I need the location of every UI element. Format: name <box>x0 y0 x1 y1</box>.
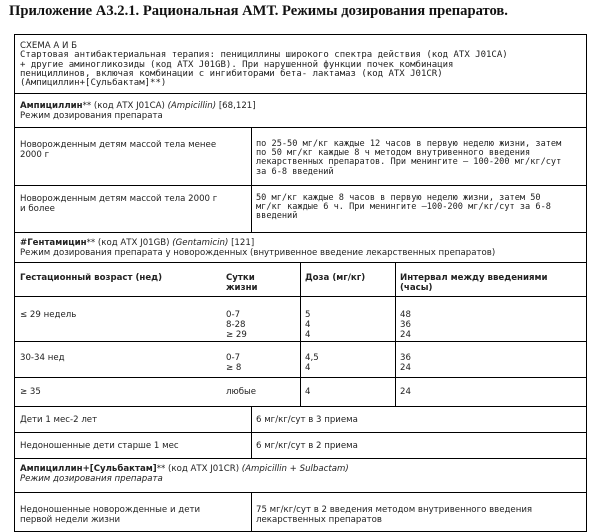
gestational-age-cell: ≤ 29 недель <box>20 310 77 320</box>
drug-refs: [68,121] <box>216 101 256 111</box>
drug-name: #Гентамицин <box>20 238 87 248</box>
scheme-block <box>20 41 582 89</box>
regime-label: Режим дозирования препарата <box>20 111 163 122</box>
header-gestational-age: Гестационный возраст (нед) <box>20 273 163 283</box>
row-divider <box>15 458 586 459</box>
dosing-table <box>14 34 587 532</box>
row-divider <box>15 406 586 407</box>
patient-group-cell: Новорожденным детям массой тела менее 2000 г <box>20 140 217 161</box>
row-divider <box>15 432 586 433</box>
dose-cell: по 25-50 мг/кг каждые 12 часов в первую неделю жизни, затем по 50 мг/кг каждые 8 ч методом внутривенного введения лекарственных препаратов. При менингите – 100-200 мг/кг/сут за 6-8 введений <box>256 139 562 177</box>
ampicillin-header <box>20 101 580 121</box>
interval-cell: 48 36 24 <box>400 310 411 341</box>
drug-latin: (Ampicillin) <box>167 101 217 111</box>
drug-latin: (Gentamicin) <box>172 238 229 248</box>
scheme-line: + другие аминогликозиды (код АТХ J01GB). При нарушенной функции почек комбинация <box>20 59 454 70</box>
interval-cell: 24 <box>400 387 411 397</box>
column-divider <box>251 492 252 531</box>
header-days-of-life: Сутки жизни <box>226 273 258 294</box>
row-divider <box>15 127 586 128</box>
header-interval: Интервал между введениями (часы) <box>400 273 548 294</box>
regime-label: Режим дозирования препарата у новорожденных (внутривенное введение лекарственных препаратов) <box>20 248 496 259</box>
row-divider <box>15 93 586 94</box>
drug-name: Ампициллин <box>20 101 83 111</box>
dose-cell: 75 мг/кг/сут в 2 введения методом внутривенного введения лекарственных препаратов <box>256 505 533 526</box>
drug-name: Ампициллин+[Сульбактам] <box>20 464 157 474</box>
page-title: Приложение А3.2.1. Рациональная АМТ. Режимы дозирования препаратов. <box>9 3 508 19</box>
drug-marks: ** <box>156 464 166 474</box>
gentamicin-header <box>20 238 582 258</box>
scheme-line: (Ампициллин+[Сульбактам]**) <box>20 78 167 89</box>
regime-label: Режим дозирования препарата <box>20 474 163 485</box>
drug-latin: (Ampicillin + Sulbactam) <box>241 464 349 474</box>
drug-code: (код АТХ J01CR) <box>165 464 242 474</box>
drug-marks: ** <box>86 238 96 248</box>
dose-cell: 6 мг/кг/сут в 2 приема <box>256 441 358 451</box>
row-divider <box>15 492 586 493</box>
drug-refs: [121] <box>228 238 255 248</box>
row-divider <box>15 232 586 233</box>
days-cell: любые <box>226 387 257 397</box>
column-divider <box>395 262 396 406</box>
dose-value-cell: 5 4 4 <box>305 310 311 341</box>
column-divider <box>300 262 301 406</box>
row-divider <box>15 185 586 186</box>
patient-group-cell: Дети 1 мес-2 лет <box>20 415 98 425</box>
column-divider <box>251 406 252 458</box>
days-cell: 0-7 ≥ 8 <box>226 353 242 374</box>
ampicillin-sulbactam-header <box>20 464 582 484</box>
gestational-age-cell: ≥ 35 <box>20 387 41 397</box>
patient-group-cell: Недоношенные дети старше 1 мес <box>20 441 179 451</box>
patient-group-cell: Новорожденным детям массой тела 2000 г и более <box>20 194 218 215</box>
drug-code: (код АТХ J01GB) <box>95 238 173 248</box>
dose-value-cell: 4 <box>305 387 311 397</box>
scheme-heading: СХЕМА А И Б <box>20 41 78 51</box>
gestational-age-cell: 30-34 нед <box>20 353 65 363</box>
dose-cell: 50 мг/кг каждые 8 часов в первую неделю жизни, затем 50 мг/кг каждые 6 ч. При менингите –100-200 мг/кг/сут за 6-8 введений <box>256 193 551 222</box>
interval-cell: 36 24 <box>400 353 411 374</box>
days-cell: 0-7 8-28 ≥ 29 <box>226 310 247 341</box>
header-dose: Доза (мг/кг) <box>305 273 366 283</box>
column-divider <box>251 127 252 232</box>
drug-marks: ** <box>82 101 92 111</box>
scheme-line: пенициллинов, включая комбинации с ингибиторами бета- лактамаз (код АТХ J01CR) <box>20 68 443 79</box>
scheme-line: Стартовая антибактериальная терапия: пенициллины широкого спектра действия (код АТХ J01CA) <box>20 50 508 61</box>
dose-cell: 6 мг/кг/сут в 3 приема <box>256 415 358 425</box>
patient-group-cell: Недоношенные новорожденные и дети первой недели жизни <box>20 505 201 526</box>
dose-value-cell: 4,5 4 <box>305 353 319 374</box>
drug-code: (код АТХ J01CA) <box>91 101 168 111</box>
